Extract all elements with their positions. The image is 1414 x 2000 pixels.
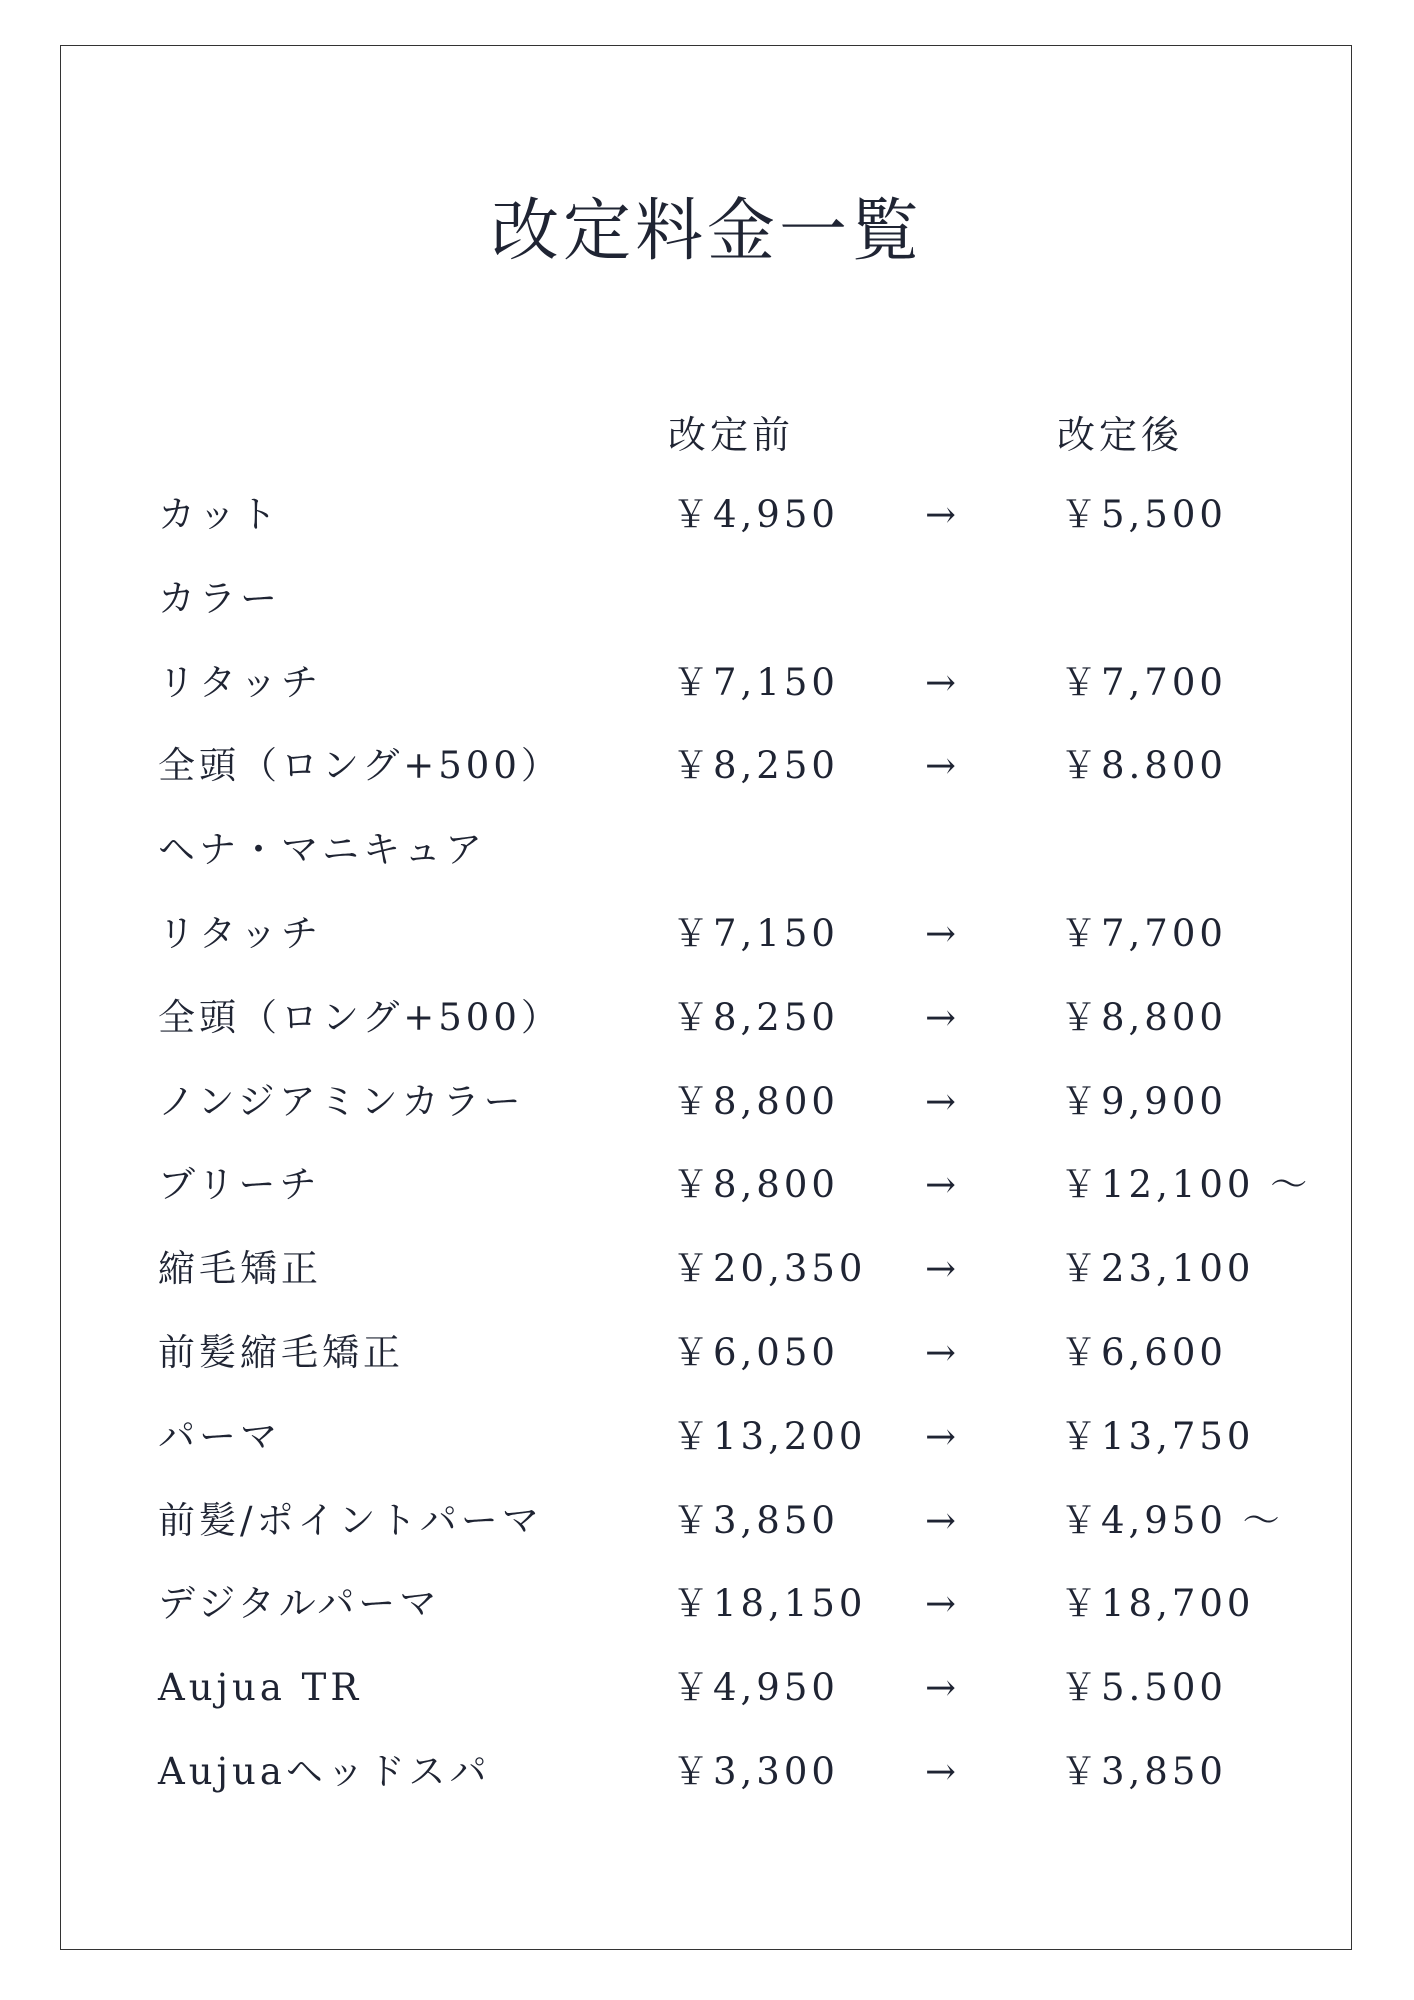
price-before: ￥18,150: [672, 1582, 867, 1626]
price-after: ￥4,950 〜: [1060, 1498, 1284, 1542]
price-before: ￥8,800: [672, 1163, 839, 1207]
header-after: 改定後: [1057, 413, 1184, 457]
page-title: 改定料金一覧: [490, 192, 923, 271]
price-before: ￥8,250: [672, 995, 839, 1039]
price-row-non-diamine: [0, 1072, 1414, 1156]
price-after: ￥23,100: [1060, 1247, 1255, 1291]
price-after: ￥12,100 〜: [1060, 1163, 1312, 1207]
price-before: ￥4,950: [672, 493, 839, 536]
service-name: 前髪縮毛矯正: [158, 1330, 404, 1374]
price-before: ￥8,250: [672, 744, 839, 788]
price-row-perm: [0, 1407, 1414, 1491]
arrow-icon: →: [925, 911, 957, 955]
price-after: ￥9,900: [1060, 1079, 1227, 1123]
service-name: リタッチ: [158, 660, 322, 704]
service-name: リタッチ: [158, 911, 322, 955]
price-before: ￥20,350: [672, 1247, 867, 1291]
service-name: 前髪/ポイントパーマ: [158, 1498, 543, 1542]
price-row-henna-retouch: [0, 904, 1414, 988]
price-row-straightening: [0, 1239, 1414, 1323]
price-after: ￥8,800: [1060, 995, 1227, 1039]
arrow-icon: →: [925, 1666, 957, 1710]
price-row-color-full: [0, 736, 1414, 820]
service-name: デジタルパーマ: [158, 1582, 441, 1626]
price-after: ￥13,750: [1060, 1414, 1255, 1458]
service-name: ブリーチ: [158, 1163, 321, 1207]
price-after: ￥3,850: [1060, 1749, 1227, 1793]
service-name: Aujuaヘッドスパ: [158, 1749, 491, 1793]
price-before: ￥7,150: [672, 911, 839, 955]
arrow-icon: →: [925, 1414, 957, 1458]
price-after: ￥18,700: [1060, 1582, 1255, 1626]
service-name: パーマ: [158, 1414, 281, 1458]
price-before: ￥3,300: [672, 1749, 839, 1793]
price-before: ￥8,800: [672, 1079, 839, 1123]
arrow-icon: →: [925, 1498, 957, 1542]
price-list: [0, 485, 1414, 1826]
arrow-icon: →: [925, 660, 957, 704]
price-after: ￥5,500: [1060, 493, 1227, 536]
category-color: [0, 569, 1414, 653]
price-row-color-retouch: [0, 653, 1414, 737]
service-name: 全頭（ロング+500）: [158, 744, 562, 788]
arrow-icon: →: [925, 1247, 957, 1291]
price-row-bangs-straightening: [0, 1323, 1414, 1407]
price-after: ￥8.800: [1060, 744, 1227, 788]
price-row-digital-perm: [0, 1574, 1414, 1658]
arrow-icon: →: [925, 744, 957, 788]
price-row-henna-full: [0, 988, 1414, 1072]
price-row-point-perm: [0, 1491, 1414, 1575]
price-after: ￥7,700: [1060, 911, 1227, 955]
price-row-aujua-tr: [0, 1658, 1414, 1742]
arrow-icon: →: [925, 1330, 957, 1374]
category-name: カラー: [158, 576, 281, 620]
service-name: カット: [158, 493, 281, 536]
price-before: ￥7,150: [672, 660, 839, 704]
arrow-icon: →: [925, 493, 957, 536]
arrow-icon: →: [925, 1582, 957, 1626]
price-before: ￥4,950: [672, 1666, 839, 1710]
service-name: Aujua TR: [158, 1666, 363, 1710]
service-name: 全頭（ロング+500）: [158, 995, 562, 1039]
category-name: ヘナ・マニキュア: [158, 828, 486, 872]
price-after: ￥7,700: [1060, 660, 1227, 704]
service-name: 縮毛矯正: [158, 1247, 322, 1291]
arrow-icon: →: [925, 995, 957, 1039]
column-headers: [0, 405, 1414, 465]
header-before: 改定前: [668, 413, 795, 457]
category-henna-manicure: [0, 820, 1414, 904]
price-before: ￥13,200: [672, 1414, 867, 1458]
price-before: ￥3,850: [672, 1498, 839, 1542]
price-after: ￥5.500: [1060, 1666, 1227, 1710]
arrow-icon: →: [925, 1749, 957, 1793]
price-before: ￥6,050: [672, 1330, 839, 1374]
price-row-aujua-headspa: [0, 1742, 1414, 1826]
price-row-bleach: [0, 1155, 1414, 1239]
service-name: ノンジアミンカラー: [158, 1079, 525, 1123]
arrow-icon: →: [925, 1079, 957, 1123]
price-after: ￥6,600: [1060, 1330, 1227, 1374]
price-row-cut: [0, 485, 1414, 569]
arrow-icon: →: [925, 1163, 957, 1207]
